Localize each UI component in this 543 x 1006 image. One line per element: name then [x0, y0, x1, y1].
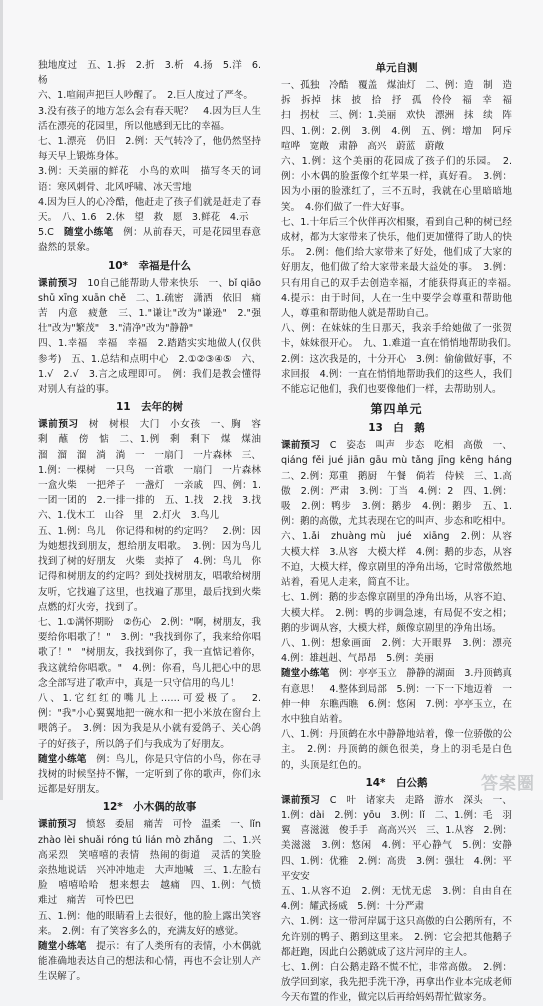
lesson-title: 13 白 鹅 — [368, 422, 425, 435]
preview-tag: 课前预习 — [281, 440, 321, 452]
unit-test-title: 单元自测 — [375, 62, 418, 74]
answer-paragraph: 六、1.喧闹声把巨人吵醒了。 2.巨人度过了严冬。 — [38, 90, 253, 102]
answer-paragraph — [281, 438, 522, 529]
answer-paragraph: 七、1.例：白公鹅走路不慌不忙，非常高傲。 2.例：放学回到家，我先把手洗干净，再拿出作业本完成老师今天布置的作业，做完以后再给妈妈帮忙做家务。 — [281, 961, 512, 1004]
answer-paragraph: 六、1.例：这个美丽的花园成了孩子们的乐园。 2.例：小木偶的脸蛋像个红苹果一样，真好看。 3.例：因为小丽的脸涨红了，三不五时，我就在心里暗暗地笑。 4.你们做了一件大好事。 — [281, 156, 512, 213]
lesson-title: 11 去年的树 — [115, 401, 184, 414]
lesson-title: 12* 小木偶的故事 — [102, 801, 197, 814]
answer-paragraph — [38, 417, 271, 523]
preview-tag: 课前预习 — [38, 419, 79, 431]
answer-text: 10自己能帮助人带来快乐 一、bǐ qiāo shǔ xīng xuān chě 二、1.疏密 潇洒 依旧 痛苦 内意 疲惫 三、1."谦让"改为"谦逊" 2."强壮"改为"繁茂" 3."清净"改为"静静" — [38, 277, 261, 335]
left-column — [38, 58, 271, 985]
answer-paragraph — [38, 939, 261, 985]
answer-paragraph: 八、1.例：丹顶鹤在水中静静地站着，像一位骄傲的公主。 2.例：丹顶鹤的颜色很美，身上的羽毛是白色的，头顶是红色的。 — [281, 729, 512, 771]
practice-tag: 随堂小练笔 — [38, 753, 87, 765]
answer-text: C 叶 诸家夫 走路 游水 深头 一、1.例：dài 2.例：yōu 3.例：lǐ 二、1.例：毛 羽翼 喜滋滋 俊手手 高高兴兴 三、1.从容 2.例：美滋滋 3.例：悠闲 4.例：平心静气 5.例：安静 四、1.例：优雅 2.例：高贵 3.例：强壮 4.例：平平安安 — [281, 794, 522, 882]
answer-paragraph: 七、1.例：鹅的步态像京剧里的净角出场，从容不迫、大模大样。 2.例：鸭的步调急速，有局促不安之相；鹅的步调从容，大模大样，颇像京剧里的净角出场。 — [281, 592, 512, 634]
answer-paragraph: 3.没有孩子的地方怎么会有春天呢？ 4.因为巨人生活在漂亮的花园里，所以他感到无比的幸福。 — [38, 105, 261, 132]
answer-text: 例：从前春天，可是花园里春意盎然的景象。 — [38, 227, 262, 254]
right-column — [281, 58, 522, 1006]
answer-paragraph — [38, 225, 261, 255]
answer-paragraph: 八、例：在妹妹的生日那天，我亲手给她做了一张贺卡，妹妹很开心。 九、1.难道一直在悄悄地帮助我们。 2.例：这次我是的，十分开心 3.例：偷偷做好事，不求回报 4.例：一直在悄悄地帮助我们的这些人，我们不能忘记他们，我们也要像他们一样，去帮助别人。 — [281, 323, 522, 396]
answer-paragraph: 六、1.ǎi zhuàng mù jué xiāng 2.例：从容 大模大样 3.从容 大模大样 4.例：鹅的步态，从容不迫，大模大样，像京剧里的净角出场，它时常傲然地站着，看见人走来，简直不让。 — [281, 531, 522, 589]
lesson-title: 14* 白公鹅 — [365, 776, 428, 789]
answer-paragraph — [281, 666, 512, 727]
practice-tag: 随堂小练笔 — [64, 227, 114, 239]
answer-paragraph — [38, 752, 261, 798]
unit-heading: 第四单元 — [370, 402, 423, 417]
answer-paragraph: 五、1.例：他的眼睛看上去很好，他的脸上露出笑容来。 2.例：有了笑容多么的，充满友好的感觉。 — [38, 910, 261, 937]
answer-text: 例：亭亭玉立 静静的湖面 3.丹顶鹤真有意思！ 4.整体到局部 5.例：一下一下地迈着 一伸一伸 东瞧西瞧 6.例：悠闲 7.例：亭亭玉立，在水中独自站着。 — [281, 668, 513, 725]
answer-paragraph: 七、1.十年后三个伙伴再次相聚，看到自己种的树已经成材，都为大家带来了快乐，他们更加懂得了助人的快乐。 2.例：他们给大家带来了好处，他们成了大家的好朋友，他们做了给大家带来最大益处的事。 3.例：只有用自己的双手去创造幸福，才能获得真正的幸福。 4.提示：由于时间，人在一生中要学会尊重和帮助他人，尊重和帮助他人就是帮助自己。 — [281, 216, 522, 320]
answer-paragraph: 六、1.例：这一带河岸属于这只高傲的白公鹅所有，不允许别的鸭子、鹅到这里来。 2.例：它会把其他鹅子都赶跑，因此白公鹅就成了这片河岸的主人。 — [281, 916, 512, 958]
answer-paragraph: 3.例：天美丽的鲜花 小鸟的欢叫 描写冬天的词语：寒风刺骨、北风呼啸、冰天雪地 — [38, 166, 261, 193]
answer-paragraph — [38, 817, 271, 908]
answer-paragraph: 四、1.幸福 幸福 幸福 2.踏踏实实地做人(仅供参考) 五、1.总结和点明中心 2.①②③④⑤ 六、1.√ 2.√ 3.言之成理即可。 例：我们是教会懂得对别人有益的事。 — [38, 338, 261, 396]
answer-paragraph: 独地度过 五、1.拆 2.折 3.析 4.扬 5.洋 6.杨 — [38, 60, 261, 87]
preview-tag: 课前预习 — [281, 794, 321, 806]
answer-text: C 姿态 叫声 步态 吃相 高傲 一、qiáng fěi jué jiān gāu mù tǎng jīng kēng háng 二、2.例：郑重 鹅厨 午餐 倘若 侍候 三、1.高傲 2.例：严肃 3.例：丁当 4.例：2 四、1.例：吸 2.例：鸭步 3.例：鹅步 4.例：鹅步 五、1.例：鹅的高傲，尤其表现在它的叫声、步态和吃相中。 — [281, 440, 522, 528]
answer-paragraph: 五、1.例：鸟儿 你记得和树的约定吗？ 2.例：因为她想找到朋友，想给朋友唱歌。 3.例：因为鸟儿找到了树的好朋友 火柴 卖掉了 4.例：鸟儿 你记得和树朋友的约定吗？到处找树朋友，唱歌给树朋友听，它找遍了这里，也找遍了那里，最后找到火柴点燃的灯火旁，找到了。 — [38, 525, 261, 613]
answer-paragraph — [38, 276, 261, 337]
answer-paragraph: 八、1.它红红的嘴儿上……可爱极了。 2.例："我"小心翼翼地把一碗水和一把小米放在窗台上喂鸽子。 3.例：因为我是从小就有爱鸽子、关心鸽子的好孩子，所以鸽子们与我成为了好朋友。 — [38, 692, 261, 750]
preview-tag: 课前预习 — [38, 819, 77, 831]
watermark-logo: 答案圈 — [481, 774, 535, 794]
answer-text: 提示：有了人类所有的表情，小木偶就能准确地表达自己的想法和心情，再也不会让别人产生误解了。 — [38, 940, 262, 983]
page-edge — [0, 0, 3, 800]
answer-text: 树 树根 大门 小女孩 一、胸 容 剩 蘸 傍 惦 二、1.例 剩 剩下 煤 煤油 溜 溜 溜 淌 淌 一 一扇门 一片森林 三、1.例：一棵树 一只鸟 一首歌 一扇门 一片森林 一盒火柴 一把斧子 一盏灯 一亲戚 四、例：1.一团一团的 2.一排一排的 五、1.找 2.找 3.找 六、1.伐木工 山谷 里 2.灯火 3.鸟儿 — [38, 419, 271, 522]
answer-paragraph: 4.因为巨人的心冷酷，他赶走了孩子们就是赶走了春天。 八、1.6 2.休 望 救 愿 3.鲜花 4.示 — [38, 196, 261, 224]
answer-paragraph — [281, 793, 522, 884]
answer-paragraph: 一、孤独 冷酷 覆盖 煤油灯 二、例：造 制 造 拆 拆掉 抹 披 拾 抒 孤 伶伶 福 幸 福 扫 拐杖 三、例：1.美丽 欢快 漂洲 抹 续 阵 四、1.例：2.例 3.例 4.例 五、例：增加 阿斥 喧哗 宽敞 肃静 高兴 蔚蓝 蔚敞 — [281, 80, 522, 152]
answer-paragraph: 七、1.漂亮 仍旧 2.例：天气转冷了，他仍然坚持每天早上锻炼身体。 — [38, 136, 261, 163]
answer-text: 例：鸟儿，你是只守信的小鸟，你在寻找树的时候坚持不懈，一定听到了你的歌声，你们永远都是好朋友。 — [38, 753, 262, 796]
preview-tag: 课前预习 — [38, 277, 78, 289]
answer-text: 愤怒 委屈 痛苦 可怜 温柔 一、lǐn zhào lèi shuǎi róng tú lián mò zhǎng 二、1.兴高采烈 笑嘻嘻的表情 热闹的街道 灵活的笑脸 亲热地说话 兴冲冲地走 大声地喊 三、1.左脸右脸 嘻嘻哈哈 想来想去 越痛 四、1.例：气愤 难过 痛苦 可怜巴巴 — [38, 819, 271, 907]
practice-tag: 随堂小练笔 — [281, 668, 330, 680]
practice-tag: 随堂小练笔 — [38, 940, 87, 952]
answer-paragraph: 五、1.从容不迫 2.例：无忧无虑 3.例：自由自在 4.例：耀武扬威 5.例：十分严肃 — [281, 885, 522, 913]
answer-paragraph: 七、1.①满怀期盼 ②伤心 2.例："啊，树朋友，我要给你唱歌了！" 3.例："我找到你了，我来给你唱歌了！" "树朋友，我找到你了，我一直惦记着你，我这就给你唱歌。" 4.例：你看，鸟儿把心中的思念全部写进了歌声中，真是一只守信用的鸟儿！ — [38, 616, 261, 689]
answer-text: 5.C — [38, 227, 64, 239]
lesson-title: 10* 幸福是什么 — [107, 259, 192, 272]
answer-paragraph: 八、1.例：想象画面 2.例：大开眼界 3.例：漂亮 4.例：雄赳赳、气昂昂 5.例：美丽 — [281, 637, 522, 665]
